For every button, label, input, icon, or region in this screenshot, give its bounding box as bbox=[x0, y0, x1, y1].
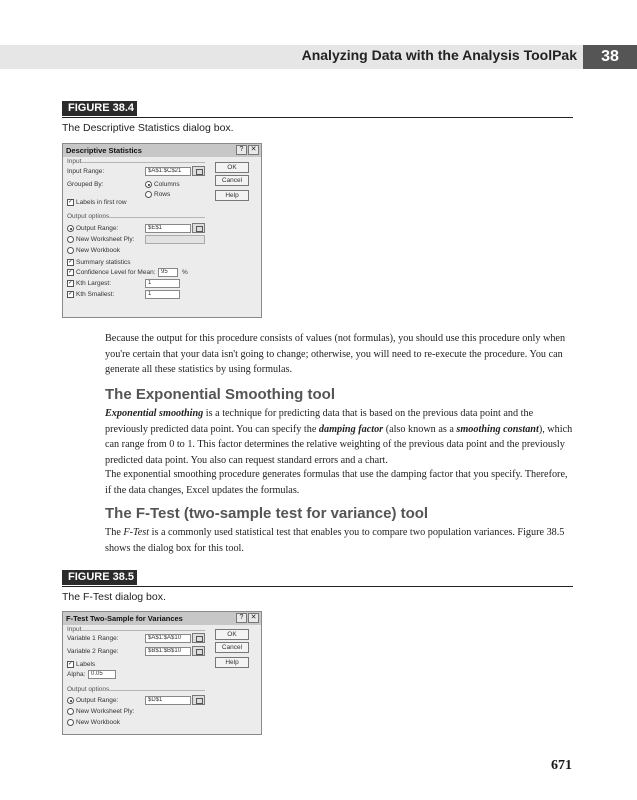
cancel-button[interactable]: Cancel bbox=[215, 175, 249, 186]
new-workbook-label: New Workbook bbox=[76, 719, 120, 726]
text-span: ), which can range from 0 to 1. This factor determines the relative weighting of the previous data point and the previously predicted data point. You also can request standard errors and a chart. bbox=[105, 423, 573, 466]
output-group-label: Output options bbox=[67, 686, 110, 693]
output-range-radio[interactable] bbox=[67, 697, 74, 704]
summary-statistics-checkbox[interactable]: ✓ bbox=[68, 259, 74, 265]
close-title-button[interactable]: ✕ bbox=[248, 145, 259, 155]
grouped-columns-label: Columns bbox=[154, 181, 180, 188]
variable-2-range-field[interactable]: $B$1:$B$10 bbox=[145, 647, 191, 656]
kth-smallest-checkbox[interactable]: ✓ bbox=[68, 291, 74, 297]
labels-first-row-label: Labels in first row bbox=[76, 199, 127, 206]
variable-1-range-label: Variable 1 Range: bbox=[67, 635, 119, 642]
paragraph-output-values: Because the output for this procedure consists of values (not formulas), you should use this procedure only when you're certain that your data isn't going to change; otherwise, you will need to re-execute the procedure. You can generate all these statistics by using formulas. bbox=[105, 333, 566, 375]
confidence-level-field[interactable]: 95 bbox=[158, 268, 178, 277]
f-test-dialog bbox=[62, 611, 262, 735]
kth-smallest-label: Kth Smallest: bbox=[76, 291, 115, 298]
summary-statistics-label: Summary statistics bbox=[76, 259, 131, 266]
heading-exponential-smoothing: The Exponential Smoothing tool bbox=[105, 386, 335, 403]
text-span: (also known as a bbox=[383, 423, 457, 435]
help-title-button[interactable]: ? bbox=[236, 613, 247, 623]
figure-38-5-rule bbox=[62, 586, 573, 587]
heading-f-test: The F-Test (two-sample test for variance) tool bbox=[105, 505, 429, 522]
new-worksheet-label: New Worksheet Ply: bbox=[76, 708, 135, 715]
help-title-button[interactable]: ? bbox=[236, 145, 247, 155]
alpha-field[interactable]: 0.05 bbox=[88, 670, 116, 679]
ok-button[interactable]: OK bbox=[215, 162, 249, 173]
grouped-columns-radio[interactable] bbox=[145, 181, 152, 188]
figure-38-5-caption: The F-Test dialog box. bbox=[62, 591, 166, 603]
input-range-label: Input Range: bbox=[67, 168, 105, 175]
confidence-level-checkbox[interactable]: ✓ bbox=[68, 269, 74, 275]
labels-label: Labels bbox=[76, 661, 96, 668]
cancel-button[interactable]: Cancel bbox=[215, 642, 249, 653]
input-group-divider bbox=[81, 162, 205, 163]
new-workbook-radio[interactable] bbox=[67, 719, 74, 726]
figure-38-5-tag: FIGURE 38.5 bbox=[62, 570, 137, 585]
text-span: The bbox=[105, 527, 124, 538]
output-range-field[interactable]: $E$1 bbox=[145, 224, 191, 233]
text-span: is a commonly used statistical test that enables you to compare two population variances. Figure 38.5 shows the dialog box for this tool. bbox=[105, 527, 565, 554]
paragraph-f-test bbox=[105, 525, 573, 556]
term-smoothing-constant: smoothing constant bbox=[456, 423, 539, 435]
paragraph-exponential-smoothing bbox=[105, 406, 573, 468]
figure-38-4-rule bbox=[62, 117, 573, 118]
output-group-divider bbox=[101, 217, 205, 218]
percent-sign: % bbox=[182, 269, 188, 276]
descriptive-statistics-dialog bbox=[62, 143, 262, 318]
grouped-rows-radio[interactable] bbox=[145, 191, 152, 198]
alpha-label: Alpha: bbox=[67, 671, 86, 678]
variable-1-collapse-button[interactable] bbox=[192, 633, 205, 643]
output-group-label: Output options bbox=[67, 213, 110, 220]
help-button[interactable]: Help bbox=[215, 657, 249, 668]
term-exponential-smoothing: Exponential smoothing bbox=[105, 408, 204, 419]
variable-2-collapse-button[interactable] bbox=[192, 646, 205, 656]
kth-largest-label: Kth Largest: bbox=[76, 280, 112, 287]
output-range-label: Output Range: bbox=[76, 225, 119, 232]
labels-checkbox[interactable]: ✓ bbox=[68, 661, 74, 667]
help-button[interactable]: Help bbox=[215, 190, 249, 201]
input-group-divider bbox=[81, 630, 205, 631]
term-damping-factor: damping factor bbox=[318, 423, 384, 435]
dialog-title: F-Test Two-Sample for Variances bbox=[63, 612, 261, 625]
variable-2-range-label: Variable 2 Range: bbox=[67, 648, 119, 655]
running-header-title: Analyzing Data with the Analysis ToolPak bbox=[301, 47, 577, 63]
new-worksheet-field[interactable] bbox=[145, 235, 205, 244]
chapter-number-badge: 38 bbox=[583, 45, 637, 69]
dialog-title: Descriptive Statistics bbox=[63, 144, 261, 157]
text-span: is a technique for predicting data that is based on the previous data point and the previously predicted data point. You can specify the bbox=[105, 408, 534, 435]
output-range-field[interactable]: $D$1 bbox=[145, 696, 191, 705]
output-range-collapse-button[interactable] bbox=[192, 223, 205, 233]
page-number: 671 bbox=[551, 758, 572, 773]
figure-38-4-caption: The Descriptive Statistics dialog box. bbox=[62, 122, 234, 134]
new-worksheet-radio[interactable] bbox=[67, 708, 74, 715]
new-workbook-radio[interactable] bbox=[67, 247, 74, 254]
input-range-collapse-button[interactable] bbox=[192, 166, 205, 176]
output-range-collapse-button[interactable] bbox=[192, 695, 205, 705]
grouped-rows-label: Rows bbox=[154, 191, 171, 198]
input-group-label: Input bbox=[67, 626, 82, 633]
close-title-button[interactable]: ✕ bbox=[248, 613, 259, 623]
confidence-level-label: Confidence Level for Mean: bbox=[76, 269, 156, 276]
figure-38-4-tag: FIGURE 38.4 bbox=[62, 101, 137, 116]
new-worksheet-label: New Worksheet Ply: bbox=[76, 236, 135, 243]
output-group-divider bbox=[101, 690, 205, 691]
ok-button[interactable]: OK bbox=[215, 629, 249, 640]
new-worksheet-radio[interactable] bbox=[67, 236, 74, 243]
kth-smallest-field[interactable]: 1 bbox=[145, 290, 180, 299]
labels-first-row-checkbox[interactable]: ✓ bbox=[68, 199, 74, 205]
variable-1-range-field[interactable]: $A$1:$A$10 bbox=[145, 634, 191, 643]
output-range-label: Output Range: bbox=[76, 697, 119, 704]
new-workbook-label: New Workbook bbox=[76, 247, 120, 254]
output-range-radio[interactable] bbox=[67, 225, 74, 232]
input-group-label: Input bbox=[67, 158, 82, 165]
grouped-by-label: Grouped By: bbox=[67, 181, 104, 188]
paragraph-exponential-formulas: The exponential smoothing procedure generates formulas that use the damping factor that you specify. Therefore, if the data changes, Excel updates the formulas. bbox=[105, 469, 568, 496]
kth-largest-checkbox[interactable]: ✓ bbox=[68, 280, 74, 286]
input-range-field[interactable]: $A$1:$C$21 bbox=[145, 167, 191, 176]
running-header bbox=[0, 45, 637, 69]
term-f-test: F-Test bbox=[123, 527, 150, 538]
kth-largest-field[interactable]: 1 bbox=[145, 279, 180, 288]
